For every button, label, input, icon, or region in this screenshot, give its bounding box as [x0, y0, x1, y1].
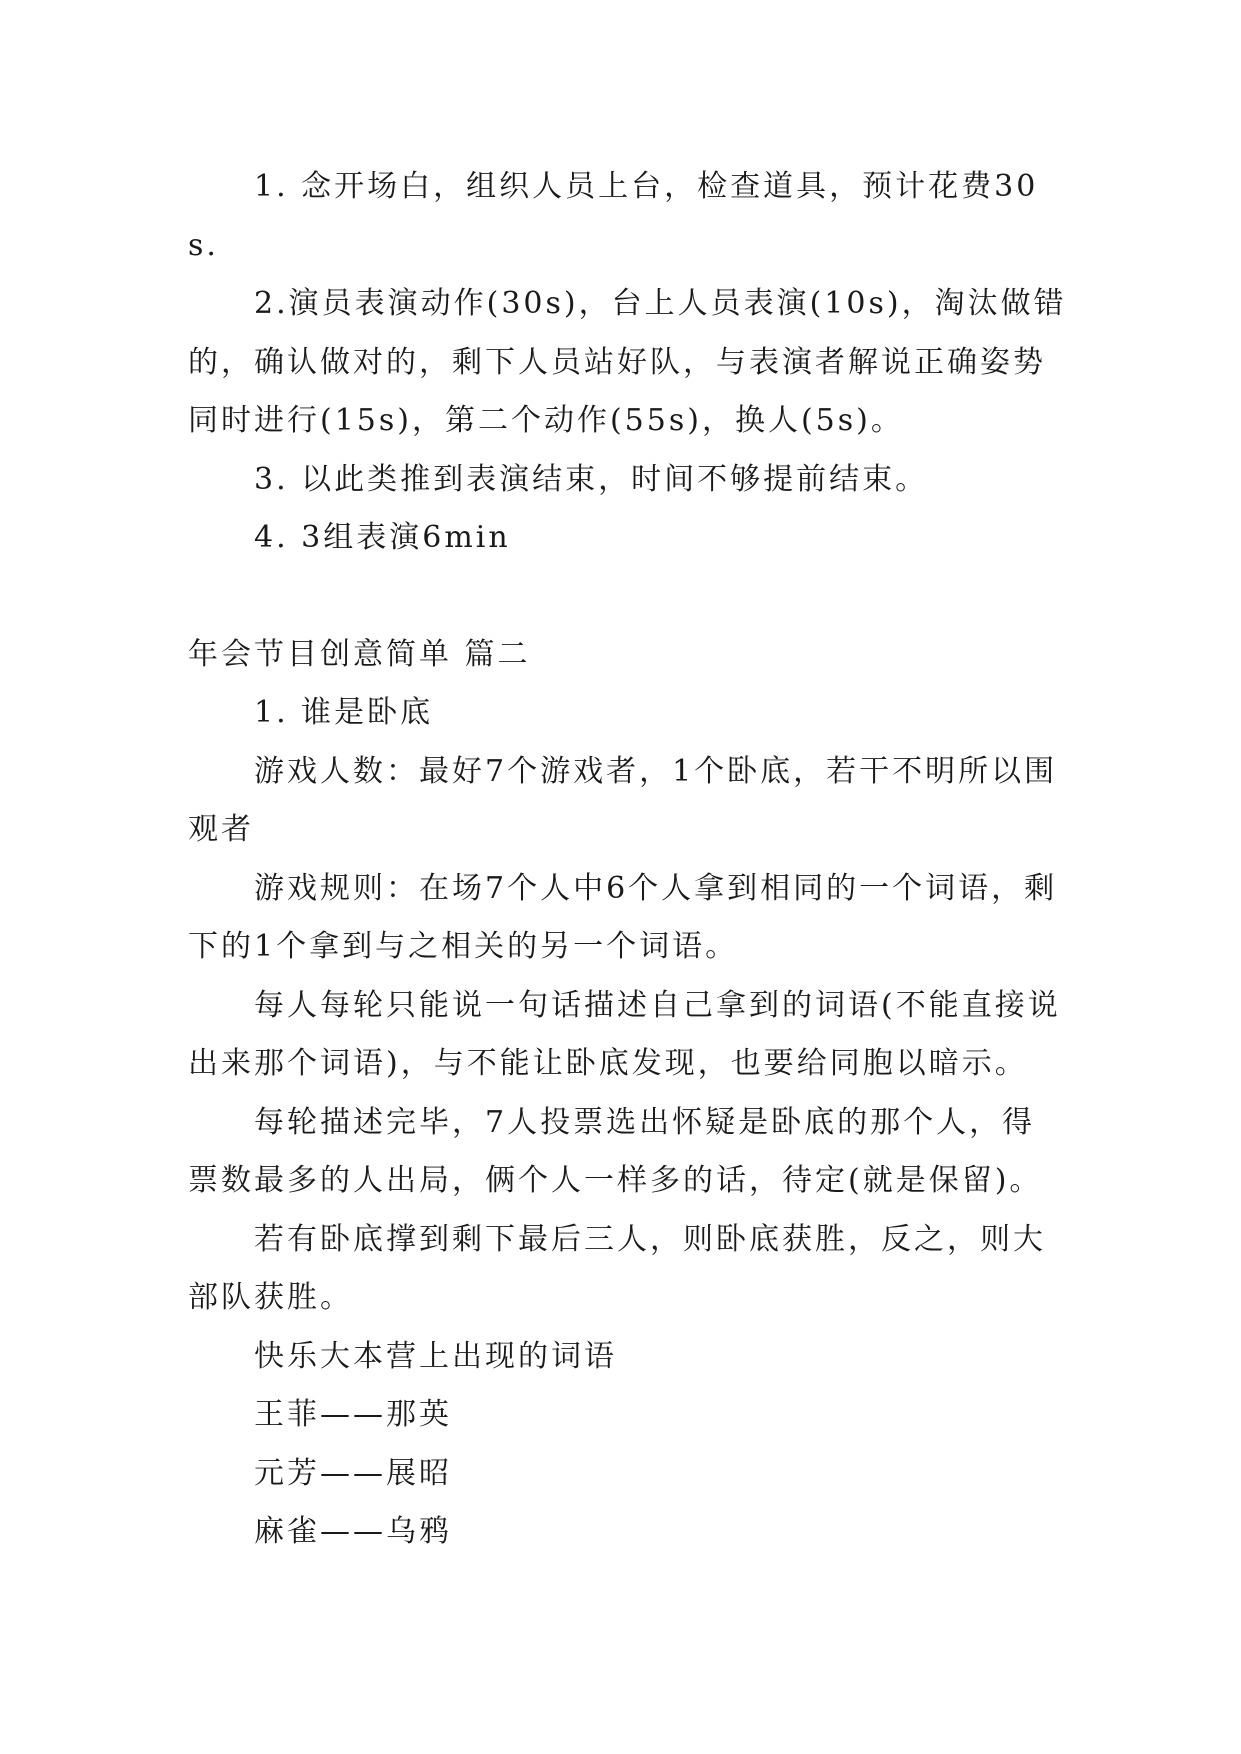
paragraph-step-3: 3. 以此类推到表演结束，时间不够提前结束。 — [254, 461, 929, 497]
paragraph-game-rules: 游戏规则：在场7个人中6个人拿到相同的一个词语，剩下的1个拿到与之相关的另一个词语。 — [188, 870, 1058, 964]
document-body — [188, 158, 1068, 1562]
paragraph-step-2: 2.演员表演动作(30s)，台上人员表演(10s)，淘汰做错的，确认做对的，剩下人员站好队，与表演者解说正确姿势同时进行(15s)，第二个动作(55s)，换人(5s)。 — [188, 286, 1067, 438]
paragraph-game-title: 1. 谁是卧底 — [254, 695, 434, 730]
word-pair: 元芳——展昭 — [254, 1455, 452, 1491]
word-pair: 王菲——那英 — [254, 1397, 452, 1432]
paragraph-word-list-title: 快乐大本营上出现的词语 — [254, 1338, 617, 1374]
paragraph-step-1: 1. 念开场白，组织人员上台，检查道具，预计花费30s. — [188, 169, 1039, 263]
section-gap — [188, 568, 1068, 626]
section-title: 年会节目创意简单 篇二 — [188, 636, 531, 672]
paragraph-game-vote: 每轮描述完毕，7人投票选出怀疑是卧底的那个人，得票数最多的人出局，俩个人一样多的话，待定(就是保留)。 — [188, 1104, 1043, 1198]
paragraph-step-4: 4. 3组表演6min — [254, 520, 511, 555]
paragraph-game-players: 游戏人数：最好7个游戏者，1个卧底，若干不明所以围观者 — [188, 753, 1058, 847]
paragraph-game-win: 若有卧底撑到剩下最后三人，则卧底获胜，反之，则大部队获胜。 — [188, 1221, 1046, 1315]
word-pair: 麻雀——乌鸦 — [254, 1514, 452, 1549]
paragraph-game-describe: 每人每轮只能说一句话描述自己拿到的词语(不能直接说出来那个词语)，与不能让卧底发现，也要给同胞以暗示。 — [188, 987, 1061, 1081]
